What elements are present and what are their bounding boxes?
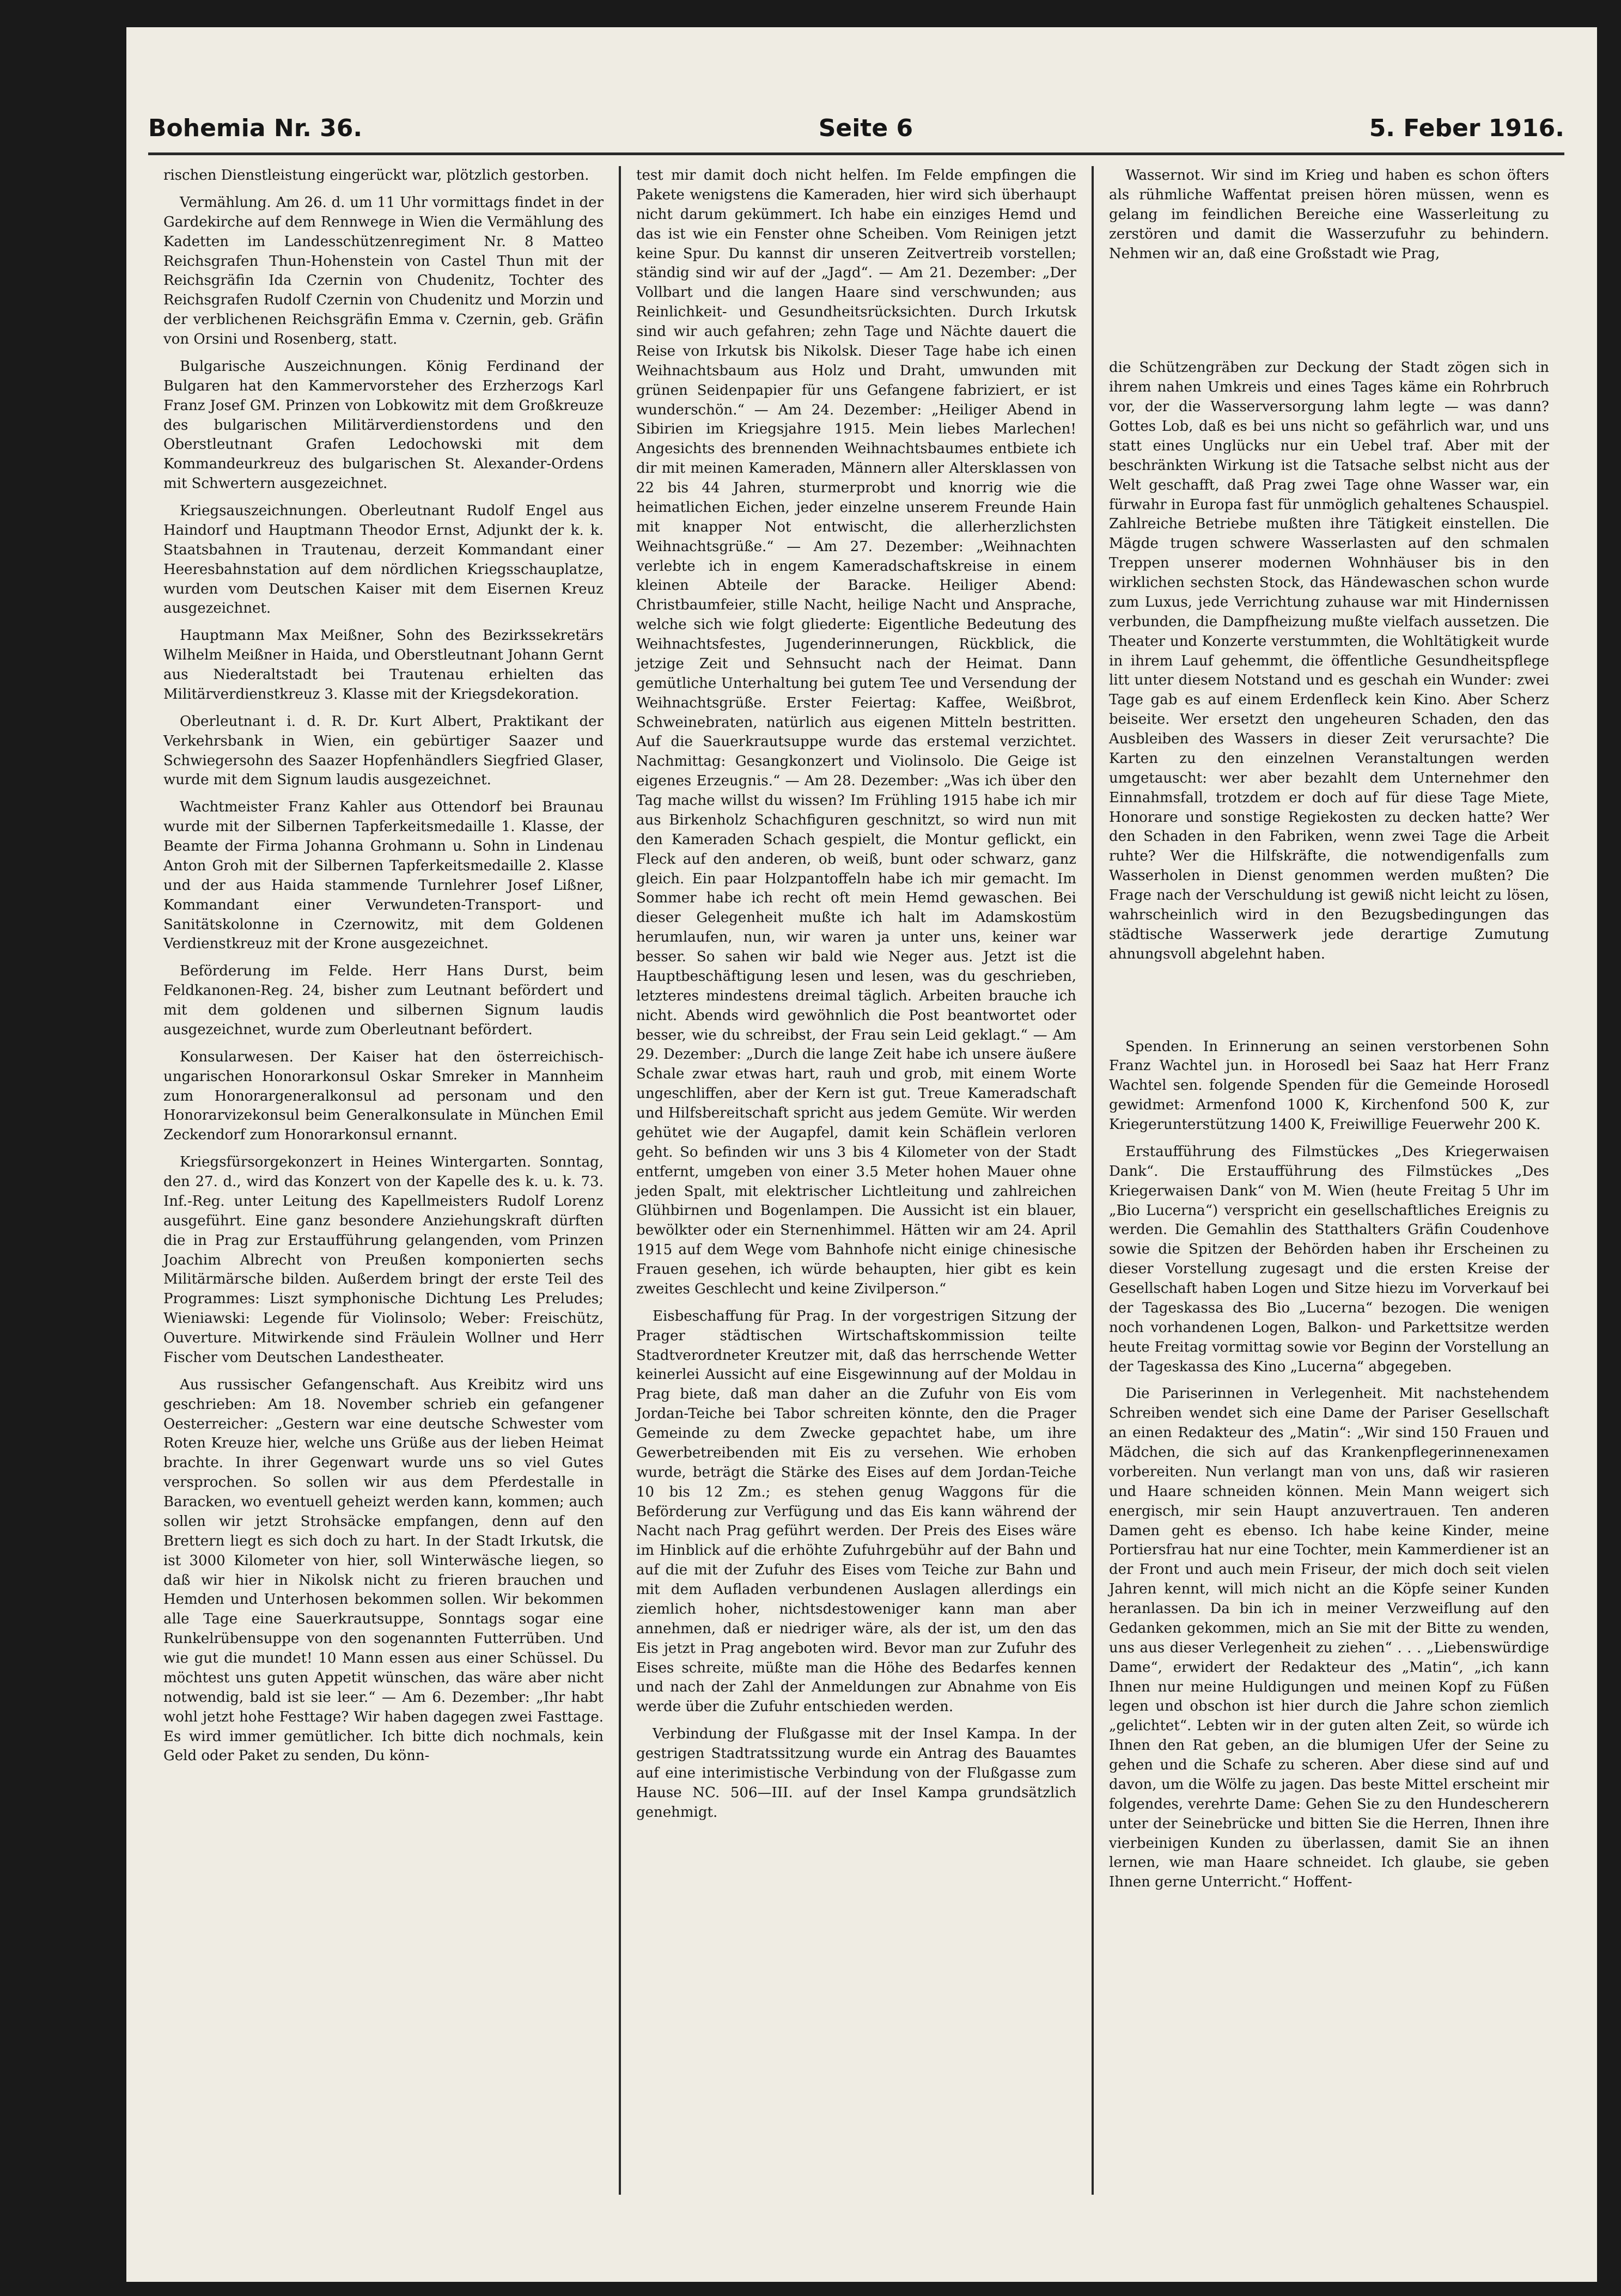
column-3 [1092, 166, 1564, 2195]
issue-date: 5. Feber 1916. [1369, 114, 1564, 142]
paragraph: Verbindung der Flußgasse mit der Insel Kampa. In der gestrigen Stadtratssitzung wurde ein Antrag des Bauamtes auf eine interimistische Verbindung von der Flußgasse zum Hause NC. 506—III. auf der Insel Kampa grundsätzlich genehmigt. [636, 1726, 1076, 1821]
paragraph: Vermählung. Am 26. d. um 11 Uhr vormittags findet in der Gardekirche auf dem Rennwege in Wien die Vermählung des Kadetten im Landesschützenregiment Nr. 8 Matteo Reichsgrafen Thun-Hohenstein von Castel Thun mit der Reichsgräfin Ida Czernin von Chudenitz, Tochter des Reichsgrafen Rudolf Czernin von Chudenitz und Morzin und der verblichenen Reichsgräfin Emma v. Czernin, geb. Gräfin von Orsini und Rosenberg, statt. [163, 194, 604, 347]
article-columns [148, 166, 1564, 2195]
paragraph: Wassernot. Wir sind im Krieg und haben es schon öfters als rühmliche Waffentat preisen hören müssen, wenn es gelang im feindlichen Bereiche eine Wasserleitung zu zerstören und damit die Wasserzufuhr zu behindern. Nehmen wir an, daß eine Großstadt wie Prag, [1109, 167, 1549, 262]
blank-space [1109, 972, 1549, 1037]
paragraph: Hauptmann Max Meißner, Sohn des Bezirkssekretärs Wilhelm Meißner in Haida, und Oberstleutnant Johann Gernt aus Niederaltstadt bei Trautenau erhielten das Militärverdienstkreuz 3. Klasse mit der Kriegsdekoration. [163, 627, 604, 703]
column-1 [148, 166, 619, 2195]
paragraph: rischen Dienstleistung eingerückt war, plötzlich gestorben. [163, 167, 589, 184]
paragraph: Kriegsfürsorgekonzert in Heines Wintergarten. Sonntag, den 27. d., wird das Konzert von der Kapelle des k. u. k. 73. Inf.-Reg. unter Leitung des Kapellmeisters Rudolf Lorenz ausgeführt. Eine ganz besondere Anziehungskraft dürften die in Prag zur Erstaufführung gelangenden, vom Prinzen Joachim Albrecht von Preußen komponierten sechs Militärmärsche bilden. Außerdem bringt der erste Teil des Programmes: Liszt symphonische Dichtung Les Preludes; Wieniawski: Legende für Violinsolo; Weber: Freischütz, Ouverture. Mitwirkende sind Fräulein Wollner und Herr Fischer vom Deutschen Landestheater. [163, 1154, 604, 1366]
paragraph: Wachtmeister Franz Kahler aus Ottendorf bei Braunau wurde mit der Silbernen Tapferkeitsmedaille 1. Klasse, der Beamte der Firma Johanna Grohmann u. Sohn in Lindenau Anton Groh mit der Silbernen Tapferkeitsmedaille 2. Klasse und der aus Haida stammende Turnlehrer Josef Lißner, Kommandant einer Verwundeten-Transport- und Sanitätskolonne in Czernowitz, mit dem Goldenen Verdienstkreuz mit der Krone ausgezeichnet. [163, 799, 604, 952]
paragraph: die Schützengräben zur Deckung der Stadt zögen sich in ihrem nahen Umkreis und eines Tages käme ein Rohrbruch vor, der die Wasserversorgung lahm legte — was dann? Gottes Lob, daß es bei uns nicht so gefährlich war, und uns statt eines Unglücks nur ein Uebel traf. Aber mit der beschränkten Wirkung ist die Tatsache selbst nicht aus der Welt geschafft, daß Prag zwei Tage ohne Wasser war, ein fürwahr in Europa fast für unmöglich gehaltenes Schauspiel. Zahlreiche Betriebe mußten ihre Tätigkeit einstellen. Die Mägde trugen schwere Wasserlasten auf den schmalen Treppen unserer modernen Wohnhäuser bis in den wirklichen sechsten Stock, das Händewaschen schon wurde zum Luxus, jede Verrichtung zuhause war mit Hindernissen verbunden, die Dampfheizung mußte vielfach aussetzen. Die Theater und Konzerte verstummten, die Wohltätigkeit wurde in ihrem Lauf gehemmt, die öffentliche Gesundheitspflege litt unter diesem Notstand und es geschah ein Wunder: zwei Tage gab es auf einem Erdenfleck kein Kino. Aber Scherz beiseite. Wer ersetzt den ungeheuren Schaden, den das Ausbleiben des Wassers in dieser Zeit verursachte? Die Karten zu den einzelnen Veranstaltungen werden umgetauscht: wer aber bezahlt dem Unternehmer den Einnahmsfall, trotzdem er doch auf für diese Tage Miete, Honorare und sonstige Regiekosten zu decken hatte? Wer den Schaden in den Fabriken, wenn zwei Tage die Arbeit ruhte? Wer die Hilfskräfte, die notwendigenfalls zum Wasserholen in Dienst genommen werden mußten? Die Frage nach der Verschuldung ist gewiß nicht leicht zu lösen, wahrscheinlich wird in den Bezugsbedingungen das städtische Wasserwerk jede derartige Zumutung ahnungsvoll abgelehnt haben. [1109, 359, 1549, 962]
column-2 [619, 166, 1092, 2195]
paragraph: Erstaufführung des Filmstückes „Des Kriegerwaisen Dank“. Die Erstaufführung des Filmstückes „Des Kriegerwaisen Dank“ von M. Wien (heute Freitag 5 Uhr im „Bio Lucerna“) verspricht ein gesellschaftliches Ereignis zu werden. Die Gemahlin des Statthalters Gräfin Coudenhove sowie die Spitzen der Behörden haben ihr Erscheinen zu dieser Vorstellung zugesagt und die ersten Kreise der Gesellschaft haben Logen und Sitze hiezu im Vorverkauf bei der Tageskassa des Bio „Lucerna“ bezogen. Die wenigen noch vorhandenen Logen, Balkon- und Parkettsitze werden heute Freitag vormittag sowie vor Beginn der Vorstellung an der Tageskassa des Kino „Lucerna“ abgegeben. [1109, 1143, 1549, 1375]
paragraph: test mir damit doch nicht helfen. Im Felde empfingen die Pakete wenigstens die Kameraden, hier wird sich überhaupt nicht darum gekümmert. Ich habe ein einziges Hemd und das ist wie ein Fenster ohne Scheiben. Vom Reinigen jetzt keine Spur. Du kannst dir unseren Zeitvertreib vorstellen; ständig sind wir auf der „Jagd“. — Am 21. Dezember: „Der Vollbart und die langen Haare sind verschwunden; aus Reinlichkeit- und Gesundheitsrücksichten. Durch Irkutsk sind wir auch gefahren; zehn Tage und Nächte dauert die Reise von Irkutsk bis Nikolsk. Dieser Tage habe ich einen Weihnachtsbaum aus Holz und Draht, umwunden mit grünen Seidenpapier für uns Gefangene fabriziert, er ist wunderschön.“ — Am 24. Dezember: „Heiliger Abend in Sibirien im Kriegsjahre 1915. Mein liebes Marlechen! Angesichts des brennenden Weihnachtsbaumes entbiete ich dir mit meinen Kameraden, Männern aller Altersklassen von 22 bis 44 Jahren, sturmerprobt und knorrig wie die heimatlichen Eichen, jeder einzelne unserem Freunde Hain mit knapper Not entwischt, die allerherzlichsten Weihnachtsgrüße.“ — Am 27. Dezember: „Weihnachten verlebte ich in engem Kameradschaftskreise in einem kleinen Abteile der Baracke. Heiliger Abend: Christbaumfeier, stille Nacht, heilige Nacht und Ansprache, welche sich wie folgt gliederte: Eigentliche Bedeutung des Weihnachtsfestes, Jugenderinnerungen, Rückblick, die jetzige Zeit und Sehnsucht nach der Heimat. Dann gemütliche Unterhaltung bei gutem Tee und Versendung der Weihnachtsgrüße. Erster Feiertag: Kaffee, Weißbrot, Schweinebraten, natürlich aus eigenen Mitteln bestritten. Auf die Sauerkrautsuppe wurde das erstemal verzichtet. Nachmittag: Gesangkonzert und Violinsolo. Die Geige ist eigenes Erzeugnis.“ — Am 28. Dezember: „Was ich über den Tag mache willst du wissen? Im Frühling 1915 habe ich mir aus Birkenholz Schachfiguren geschnitzt, so wird nun mit den Kameraden Schach gespielt, die Montur geflickt, ein Fleck auf den anderen, ob weiß, bunt oder schwarz, ganz gleich. Ein paar Holzpantoffeln habe ich mir gemacht. Im Sommer habe ich recht oft mein Hemd gewaschen. Bei dieser Gelegenheit mußte ich halt im Adamskostüm herumlaufen, nun, wir waren ja unter uns, keiner war besser. So sahen wir bald wie Neger aus. Jetzt ist die Hauptbeschäftigung lesen und lesen, was du geschrieben, letzteres mindestens dreimal täglich. Arbeiten brauche ich nicht. Abends wird gewöhnlich die Post beantwortet oder besser, wie du schreibst, der Frau sein Leid geklagt.“ — Am 29. Dezember: „Durch die lange Zeit habe ich unsere äußere Schale zwar etwas hart, rauh und grob, mit einem Worte ungeschliffen, aber der Kern ist gut. Treue Kameradschaft und Hilfsbereitschaft spricht aus jedem Gemüte. Wir werden gehütet wie der Augapfel, damit kein Schäflein verloren geht. So befinden wir uns 3 bis 4 Kilometer von der Stadt entfernt, umgeben von einer 3.5 Meter hohen Mauer ohne jeden Spalt, mit elektrischer Lichtleitung und zahlreichen Glühbirnen und Bogenlampen. Die Aussicht ist ein blauer, bewölkter oder ein Sternenhimmel. Hätten wir am 24. April 1915 auf dem Wege vom Bahnhofe nicht einige chinesische Frauen gesehen, ich würde behaupten, hier gibt es kein zweites Geschlecht und keine Zivilperson.“ [636, 167, 1076, 1297]
paragraph: Aus russischer Gefangenschaft. Aus Kreibitz wird uns geschrieben: Am 18. November schrieb ein gefangener Oesterreicher: „Gestern war eine deutsche Schwester vom Roten Kreuze hier, welche uns Grüße aus der lieben Heimat brachte. In ihrer Gegenwart wurde uns so viel Gutes versprochen. So sollen wir aus dem Pferdestalle in Baracken, wo eventuell geheizt werden kann, kommen; auch sollen wir jetzt Strohsäcke empfangen, denn auf den Brettern liegt es sich doch zu hart. In der Stadt Irkutsk, die ist 3000 Kilometer von hier, soll Winterwäsche liegen, so daß wir hier in Nikolsk nicht zu frieren brauchen und Hemden und Unterhosen bekommen sollen. Wir bekommen alle Tage eine Sauerkrautsuppe, Sonntags sogar eine Runkelrübensuppe von den sogenannten Futterrüben. Und wie gut die mundet! 10 Mann essen aus einer Schüssel. Du möchtest uns guten Appetit wünschen, das wäre aber nicht notwendig, bald ist sie leer.“ — Am 6. Dezember: „Ihr habt wohl jetzt hohe Festtage? Wir haben dagegen zwei Fasttage. Es wird immer gemütlicher. Ich bitte dich nochmals, kein Geld oder Paket zu senden, Du könn- [163, 1376, 604, 1764]
paragraph: Konsularwesen. Der Kaiser hat den österreichisch-ungarischen Honorarkonsul Oskar Smreker in Mannheim zum Honorargeneralkonsul ad personam und den Honorarvizekonsul beim Generalkonsulate in München Emil Zeckendorf zum Honorarkonsul ernannt. [163, 1048, 604, 1144]
paragraph: Bulgarische Auszeichnungen. König Ferdinand der Bulgaren hat den Kammervorsteher des Erzherzogs Karl Franz Josef GM. Prinzen von Lobkowitz mit dem Großkreuze des bulgarischen Militärverdienstordens und den Oberstleutnant Grafen Ledochowski mit dem Kommandeurkreuz des bulgarischen St. Alexander-Ordens mit Schwertern ausgezeichnet. [163, 358, 604, 492]
paragraph: Die Pariserinnen in Verlegenheit. Mit nachstehendem Schreiben wendet sich eine Dame der Pariser Gesellschaft an einen Redakteur des „Matin“: „Wir sind 150 Frauen und Mädchen, die sich auf das Krankenpflegerinnenexamen vorbereiten. Nun verlangt man von uns, daß wir rasieren und Haare schneiden können. Mein Mann weigert sich energisch, mir sein Haupt anzuvertrauen. Ten anderen Damen geht es ebenso. Ich habe keine Kinder, meine Portiersfrau hat nur eine Tochter, mein Kammerdiener ist an der Front und auch mein Friseur, der mich doch seit vielen Jahren kennt, will mich nicht an die Köpfe seiner Kunden heranlassen. Da bin ich in meiner Verzweiflung auf den Gedanken gekommen, mich an Sie mit der Bitte zu wenden, uns aus dieser Verlegenheit zu ziehen“ . . . „Liebenswürdige Dame“, erwidert der Redakteur des „Matin“, „ich kann Ihnen nur meine Huldigungen und meinen Kopf zu Füßen legen und obschon ist hier durch die Jahre schon ziemlich „gelichtet“. Lebten wir in der guten alten Zeit, so würde ich Ihnen den Rat geben, an die blumigen Ufer der Seine zu gehen und die Schafe zu scheren. Aber diese sind auf und davon, um die Wölfe zu jagen. Das beste Mittel erscheint mir folgendes, verehrte Dame: Gehen Sie zu den Hundescherern unter der Seinebrücke und bitten Sie die Herren, Ihnen ihre vierbeinigen Kunden zu überlassen, damit Sie an ihnen lernen, wie man Haare schneidet. Ich glaube, sie geben Ihnen gerne Unterricht.“ Hoffent- [1109, 1385, 1549, 1891]
paragraph: Eisbeschaffung für Prag. In der vorgestrigen Sitzung der Prager städtischen Wirtschaftskommission teilte Stadtverordneter Kreutzer mit, daß das herrschende Wetter keinerlei Aussicht auf eine Eisgewinnung auf der Moldau in Prag biete, daß man daher an die Zufuhr von Eis vom Jordan-Teiche bei Tabor schreiten könnte, den die Prager Gemeinde zu dem Zwecke gepachtet habe, um ihre Gewerbetreibenden mit Eis zu versehen. Wie erhoben wurde, beträgt die Stärke des Eises auf dem Jordan-Teiche 10 bis 12 Zm.; es stehen genug Waggons für die Beförderung zur Verfügung und das Eis kann während der Nacht nach Prag geführt werden. Der Preis des Eises wäre im Hinblick auf die erhöhte Zufuhrgebühr auf der Bahn und auf die mit der Zufuhr des Eises vom Teiche zur Bahn und mit dem Aufladen verbundenen Auslagen allerdings ein ziemlich hoher, nichtsdestoweniger kann man aber annehmen, daß er niedriger wäre, als der ist, um den das Eis jetzt in Prag angeboten wird. Bevor man zur Zufuhr des Eises schreite, müßte man die Höhe des Bedarfes kennen und nach der Zahl der Anmeldungen zur Abnahme von Eis werde über die Zufuhr entschieden werden. [636, 1308, 1076, 1715]
paragraph: Oberleutnant i. d. R. Dr. Kurt Albert, Praktikant der Verkehrsbank in Wien, ein gebürtiger Saazer und Schwiegersohn des Saazer Hopfenhändlers Siegfried Glaser, wurde mit dem Signum laudis ausgezeichnet. [163, 713, 604, 789]
paragraph: Beförderung im Felde. Herr Hans Durst, beim Feldkanonen-Reg. 24, bisher zum Leutnant befördert und mit dem goldenen und silbernen Signum laudis ausgezeichnet, wurde zum Oberleutnant befördert. [163, 963, 604, 1038]
blank-space [1109, 271, 1549, 358]
masthead: Bohemia Nr. 36. [148, 114, 363, 142]
paragraph: Spenden. In Erinnerung an seinen verstorbenen Sohn Franz Wachtel jun. in Horosedl bei Saaz hat Herr Franz Wachtel sen. folgende Spenden für die Gemeinde Horosedl gewidmet: Armenfond 1000 K, Kirchenfond 500 K, zur Kriegerunterstützung 1400 K, Freiwillige Feuerwehr 200 K. [1109, 1038, 1549, 1133]
page-header [148, 103, 1564, 155]
paragraph: Kriegsauszeichnungen. Oberleutnant Rudolf Engel aus Haindorf und Hauptmann Theodor Ernst, Adjunkt der k. k. Staatsbahnen in Trautenau, derzeit Kommandant einer Heeresbahnstation auf dem nördlichen Kriegsschauplatze, wurden vom Deutschen Kaiser mit dem Eisernen Kreuz ausgezeichnet. [163, 503, 604, 617]
page-number: Seite 6 [818, 114, 913, 142]
newspaper-page [126, 27, 1597, 2282]
